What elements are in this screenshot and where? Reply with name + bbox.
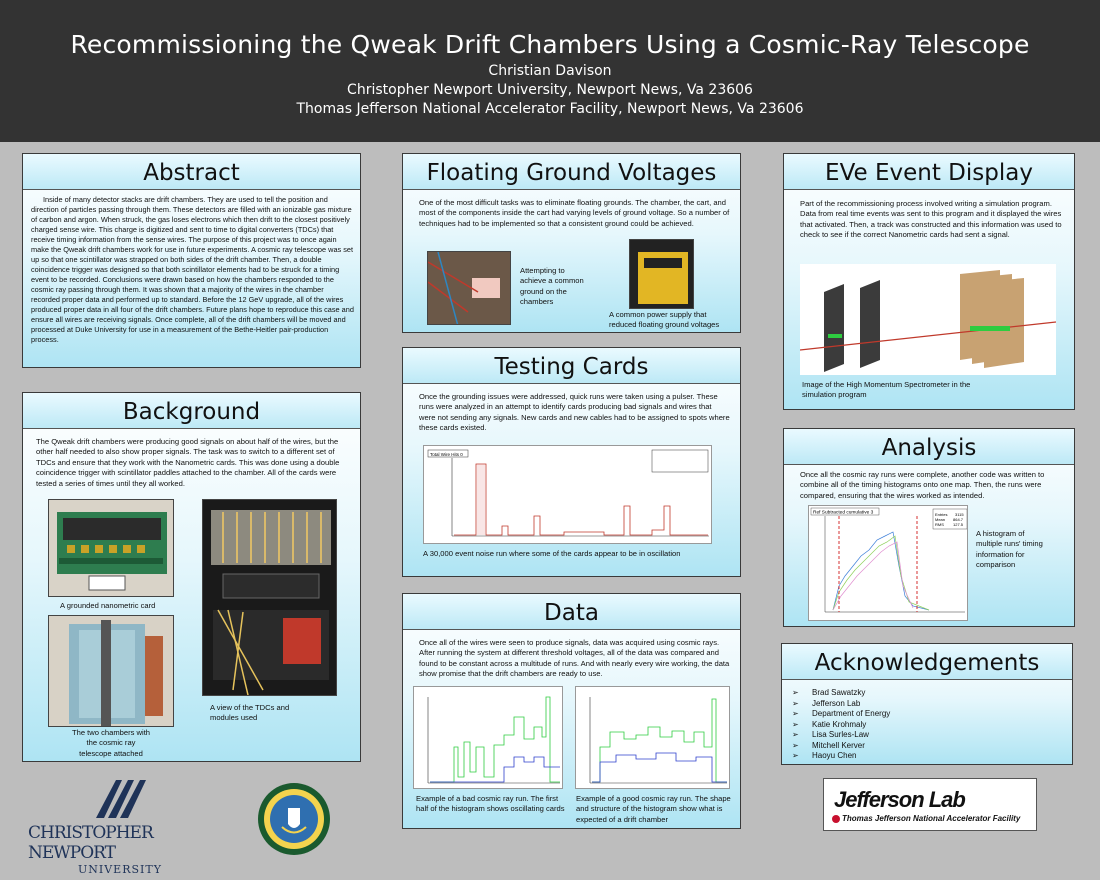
jlab-logo [823, 778, 1037, 831]
testing-cards-panel [402, 347, 741, 577]
background-heading: Background [23, 393, 360, 429]
power-supply-photo [629, 239, 694, 309]
analysis-plot [808, 505, 968, 621]
eve-simulation-image [800, 264, 1056, 375]
eve-text: Part of the recommissioning process involved writing a simulation program. Data from real time events was sent to this program and it displayed the wires that activated. Then, a track was constructed and this information was used to check to see if the correct Nanometric cards had sent a signal. [800, 199, 1062, 240]
bad-run-plot [413, 686, 563, 789]
jlab-logo-name: Jefferson Lab [834, 787, 965, 812]
cumulative-histogram [809, 506, 968, 621]
noise-plot-title: Total Wire Hits 0 [430, 452, 463, 457]
data-text: Once all of the wires were seen to produce signals, data was acquired using cosmic rays. After running the system at different threshold voltages, all of the data was compared and found to be constant across a multitude of runs. And with nearly every wire working, the data show promise that the drift chambers are ready to use. [419, 638, 730, 679]
stat-rms-label: RMS [935, 522, 944, 527]
cnu-logo-name: CHRISTOPHER NEWPORT [28, 823, 153, 863]
acknowledgements-panel [781, 643, 1073, 765]
doe-seal-image [254, 782, 334, 857]
chambers-caption: The two chambers with the cosmic ray telescope attached [71, 728, 151, 758]
nanometric-card-caption: A grounded nanometric card [60, 601, 156, 610]
abstract-text: Inside of many detector stacks are drift chambers. They are used to tell the position and direction of particles passing through them. These detectors are filled with an ionizable gas mixture of carbon and argon. When struck, the gas loses electrons which then drift to the closest positively charged sense wire. This charge is digitized and sent to time to digital converters (TDCs) that receive timing information from the sense wires. The purpose of this project was to once again make the Qweak drift chambers work for use in future experiments. A cosmic ray telescope was set up so that one scintillator was strapped on both sides of the drift chamber. Then, a double coincidence trigger was designed so that both scintillator elements had to be struck for a timing event to be recorded. Conclusions were drawn based on how the chambers responded to the cosmic ray passing through them. It was shown that a majority of the wires in the chamber recorded proper data and performed up to standard. Before the 12 GeV upgrade, all of the wires produced proper data in all four of the drift chambers. Future plans hope to reproduce this case and ensure all wires are receiving signals. Once complete, all of the drift chambers will be moved and processed at Duke University for use in a measurement of the Bethe-Heitler pair-production process. [31, 195, 354, 344]
good-run-plot [575, 686, 730, 789]
background-panel [22, 392, 361, 762]
tdc-caption: A view of the TDCs and modules used [210, 703, 290, 723]
jlab-logo-subtitle: Thomas Jefferson National Accelerator Facility [842, 814, 1021, 823]
floating-ground-heading: Floating Ground Voltages [403, 154, 740, 190]
stat-mean-label: Mean [935, 517, 946, 522]
ack-item: ➢ Lisa Surles-Law [792, 730, 869, 740]
ack-item: ➢ Jefferson Lab [792, 698, 861, 708]
analysis-caption: A histogram of multiple runs' timing information for comparison [976, 529, 1043, 569]
eve-caption: Image of the High Momentum Spectrometer in the simulation program [802, 380, 971, 400]
floating-ground-panel [402, 153, 741, 333]
acknowledgements-heading: Acknowledgements [782, 644, 1072, 680]
testing-cards-heading: Testing Cards [403, 348, 740, 384]
chambers-image [49, 616, 174, 727]
author-name: Christian Davison [488, 63, 612, 79]
tdc-photo [202, 499, 337, 696]
ack-item: ➢ Haoyu Chen [792, 751, 857, 761]
stat-mean-value: 864.7 [953, 517, 964, 522]
background-text: The Qweak drift chambers were producing good signals on about half of the wires, but the other half needed to also show proper signals. The task was to switch to a different set of TDCs and ensure that they work with the Nanometric cards. This was done using a double coincidence trigger with scintillator paddles attached to the chamber. All of the cards were tested a series of times until they all worked. [36, 437, 340, 488]
doe-seal [254, 782, 334, 857]
power-supply-image [630, 240, 694, 309]
stat-entries-label: Entries [935, 512, 948, 517]
chambers-photo [48, 615, 174, 727]
eve-panel [783, 153, 1075, 410]
bad-run-caption: Example of a bad cosmic ray run. The first half of the histogram shows oscillating cards [416, 794, 565, 814]
jlab-logo-swoosh [832, 815, 840, 823]
power-supply-caption: A common power supply that reduced floating ground voltages [609, 310, 720, 330]
ack-item: ➢ Brad Sawatzky [792, 688, 866, 697]
eve-heading: EVe Event Display [784, 154, 1074, 190]
analysis-plot-title: Ref Subtracted cumulative 3 [813, 510, 874, 516]
analysis-panel [783, 428, 1075, 627]
tdc-image [203, 500, 337, 696]
floating-ground-text: One of the most difficult tasks was to eliminate floating grounds. The chamber, the cart, and most of the components inside the cart had varying levels of ground voltage. So a number of techniques had to be implemented so that a consistent ground could be achieved. [419, 198, 730, 228]
abstract-panel [22, 153, 361, 368]
analysis-text: Once all the cosmic ray runs were complete, another code was written to combine all of the timing histograms onto one map. Then, the runs were compared, ensuring that the wires worked as intended. [800, 470, 1045, 500]
nanometric-card-image [49, 500, 174, 597]
data-heading: Data [403, 594, 740, 630]
good-run-caption: Example of a good cosmic ray run. The shape and structure of the histogram show what is expected of a drift chamber [576, 794, 731, 824]
ack-item: ➢ Mitchell Kerver [792, 740, 865, 750]
poster-title: Recommissioning the Qweak Drift Chambers Using a Cosmic-Ray Telescope [70, 30, 1030, 59]
noise-run-plot [423, 445, 712, 544]
cnu-logo-university: UNIVERSITY [78, 863, 162, 876]
ack-item: ➢ Department of Energy [792, 709, 891, 719]
affiliation-cnu: Christopher Newport University, Newport News, Va 23606 [347, 82, 753, 98]
ground-attempt-image [428, 252, 511, 325]
noise-run-histogram [424, 446, 712, 544]
affiliation-jlab: Thomas Jefferson National Accelerator Facility, Newport News, Va 23606 [296, 101, 804, 117]
ground-attempt-photo [427, 251, 511, 325]
ack-item: ➢ Katie Krohmaly [792, 719, 867, 729]
acknowledgements-list [782, 680, 1072, 762]
cnu-logo [28, 778, 212, 876]
noise-run-caption: A 30,000 event noise run where some of the cards appear to be in oscillation [423, 549, 681, 558]
good-run-histogram [576, 687, 730, 789]
cnu-logo-mark [28, 778, 212, 818]
eve-spectrometer-render [800, 264, 1056, 375]
nanometric-card-photo [48, 499, 174, 597]
stat-rms-value: 127.5 [953, 522, 964, 527]
stat-entries-value: 3115 [955, 512, 964, 517]
bad-run-histogram [414, 687, 563, 789]
ground-attempt-caption: Attempting to achieve a common ground on the chambers [520, 266, 584, 306]
poster-header [0, 0, 1100, 142]
testing-cards-text: Once the grounding issues were addressed, quick runs were taken using a pulser. These runs were analyzed in an attempt to identify cards producing bad signals and wires that were not sending any signals. New cards and new cables had to be assigned to spots where these cards existed. [419, 392, 730, 433]
data-panel [402, 593, 741, 829]
abstract-heading: Abstract [23, 154, 360, 190]
analysis-heading: Analysis [784, 429, 1074, 465]
